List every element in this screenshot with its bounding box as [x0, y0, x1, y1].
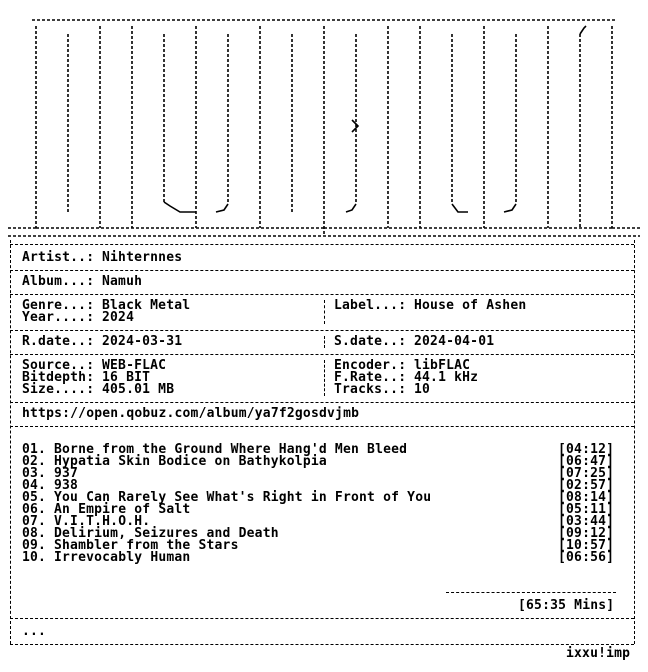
- left-border: [10, 240, 11, 644]
- track-number: 03.: [22, 466, 47, 481]
- track-title: Shambler from the Stars: [54, 538, 239, 553]
- album-label: Album...:: [22, 274, 95, 289]
- track-time: [08:14]: [558, 490, 615, 505]
- track-number: 05.: [22, 490, 47, 505]
- track-number: 02.: [22, 454, 47, 469]
- track-number: 10.: [22, 550, 47, 565]
- track-title: 938: [54, 478, 79, 493]
- label-label: Label...:: [334, 298, 407, 313]
- track-title: Delirium, Seizures and Death: [54, 526, 279, 541]
- track-time: [04:12]: [558, 442, 615, 457]
- genre-value: Black Metal: [102, 298, 191, 313]
- notes-text: ...: [22, 624, 47, 639]
- column-divider: [324, 300, 325, 324]
- track-time: [06:47]: [558, 454, 615, 469]
- artist-label: Artist..:: [22, 250, 95, 265]
- frate-label: F.Rate..:: [334, 370, 407, 385]
- year-label: Year....:: [22, 310, 95, 325]
- track-title: Hypatia Skin Bodice on Bathykolpia: [54, 454, 327, 469]
- total-runtime: [65:35 Mins]: [518, 598, 615, 613]
- rule: [10, 402, 634, 403]
- track-number: 07.: [22, 514, 47, 529]
- rdate-value: 2024-03-31: [102, 334, 183, 349]
- track-title: Borne from the Ground Where Hang'd Men Bleed: [54, 442, 408, 457]
- size-value: 405.01 MB: [102, 382, 175, 397]
- rule: [10, 294, 634, 295]
- year-value: 2024: [102, 310, 135, 325]
- column-divider: [324, 336, 325, 348]
- encoder-label: Encoder.:: [334, 358, 407, 373]
- encoder-value: libFLAC: [414, 358, 471, 373]
- bitdepth-label: Bitdepth:: [22, 370, 95, 385]
- track-time: [06:56]: [558, 550, 615, 565]
- track-number: 06.: [22, 502, 47, 517]
- album-value: Namuh: [102, 274, 143, 289]
- track-number: 04.: [22, 478, 47, 493]
- bitdepth-value: 16 BIT: [102, 370, 151, 385]
- track-title: An Empire of Salt: [54, 502, 191, 517]
- tracks-label: Tracks..:: [334, 382, 407, 397]
- frate-value: 44.1 kHz: [414, 370, 479, 385]
- total-underline: [446, 592, 616, 593]
- label-value: House of Ashen: [414, 298, 527, 313]
- right-border: [634, 240, 635, 644]
- rule: [10, 330, 634, 331]
- track-number: 01.: [22, 442, 47, 457]
- rule: [10, 644, 634, 645]
- rule: [10, 270, 634, 271]
- sdate-value: 2024-04-01: [414, 334, 495, 349]
- column-divider: [324, 360, 325, 396]
- banner-logo: [0, 0, 648, 240]
- track-time: [09:12]: [558, 526, 615, 541]
- track-title: 937: [54, 466, 79, 481]
- track-title: You Can Rarely See What's Right in Front of You: [54, 490, 432, 505]
- track-number: 09.: [22, 538, 47, 553]
- artist-value: Nihternnes: [102, 250, 183, 265]
- signature: ixxu!imp: [566, 646, 631, 661]
- track-title: Irrevocably Human: [54, 550, 191, 565]
- track-number: 08.: [22, 526, 47, 541]
- track-time: [03:44]: [558, 514, 615, 529]
- source-label: Source..:: [22, 358, 95, 373]
- track-time: [05:11]: [558, 502, 615, 517]
- track-title: V.I.T.H.O.H.: [54, 514, 151, 529]
- track-time: [07:25]: [558, 466, 615, 481]
- album-url[interactable]: https://open.qobuz.com/album/ya7f2gosdvjmb: [22, 406, 360, 421]
- rdate-label: R.date..:: [22, 334, 95, 349]
- rule: [10, 618, 634, 619]
- track-time: [02:57]: [558, 478, 615, 493]
- genre-label: Genre...:: [22, 298, 95, 313]
- size-label: Size....:: [22, 382, 95, 397]
- tracks-value: 10: [414, 382, 431, 397]
- rule: [10, 244, 634, 245]
- rule: [10, 426, 634, 427]
- rule: [10, 354, 634, 355]
- source-value: WEB-FLAC: [102, 358, 167, 373]
- track-time: [10:57]: [558, 538, 615, 553]
- sdate-label: S.date..:: [334, 334, 407, 349]
